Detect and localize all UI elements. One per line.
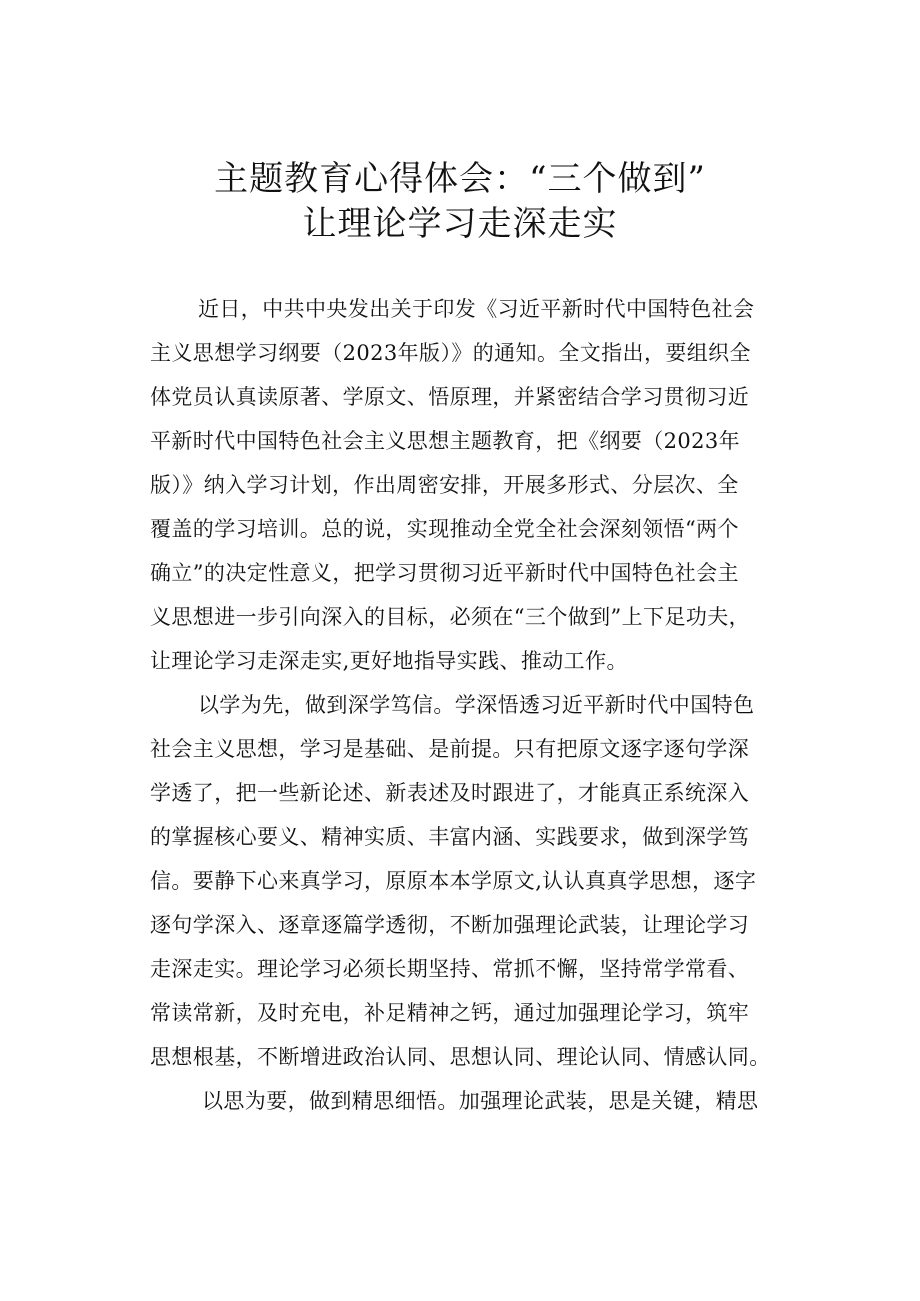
paragraph-2-line-7: 走深走实。理论学习必须长期坚持、常抓不懈，坚持常学常看、 [150,957,750,981]
paragraph-2-line-9: 思想根基，不断增进政治认同、思想认同、理论认同、情感认同。 [150,1045,771,1069]
paragraph-1-line-7: 确立”的决定性意义，把学习贯彻习近平新时代中国特色社会主 [150,561,739,585]
paragraph-1-line-6: 覆盖的学习培训。总的说，实现推动全党全社会深刻领悟“两个 [150,517,739,541]
document-title-line-2: 让理论学习走深走实 [302,204,618,244]
document-title-line-1: 主题教育心得体会：“三个做到” [214,159,706,199]
paragraph-1-line-9: 让理论学习走深走实,更好地指导实践、推动工作。 [150,649,628,673]
paragraph-1-line-8: 义思想进一步引向深入的目标，必须在“三个做到”上下足功夫， [150,605,751,629]
paragraph-2-line-1: 以学为先，做到深学笃信。学深悟透习近平新时代中国特色 [198,693,755,717]
paragraph-1-line-4: 平新时代中国特色社会主义思想主题教育，把《纲要（2023年 [150,429,741,453]
paragraph-1-line-1: 近日，中共中央发出关于印发《习近平新时代中国特色社会 [198,297,755,321]
paragraph-1-line-2: 主义思想学习纲要（2023年版）》的通知。全文指出，要组织全 [150,341,751,365]
paragraph-2-line-8: 常读常新，及时充电，补足精神之钙，通过加强理论学习，筑牢 [150,1001,750,1025]
paragraph-1-line-5: 版）》纳入学习计划，作出周密安排，开展多形式、分层次、全 [150,473,739,497]
paragraph-1-line-3: 体党员认真读原著、学原文、悟原理，并紧密结合学习贯彻习近 [150,385,750,409]
paragraph-3-line-1: 以思为要，做到精思细悟。加强理论武装，思是关键，精思 [202,1089,759,1113]
paragraph-2-line-4: 的掌握核心要义、精神实质、丰富内涵、实践要求，做到深学笃 [150,825,750,849]
paragraph-2-line-3: 学透了，把一些新论述、新表述及时跟进了，才能真正系统深入 [150,781,750,805]
paragraph-2-line-2: 社会主义思想，学习是基础、是前提。只有把原文逐字逐句学深 [150,737,750,761]
paragraph-2-line-6: 逐句学深入、逐章逐篇学透彻，不断加强理论武装，让理论学习 [150,913,750,937]
paragraph-2-line-5: 信。要静下心来真学习，原原本本学原文,认认真真学思想，逐字 [150,869,757,893]
